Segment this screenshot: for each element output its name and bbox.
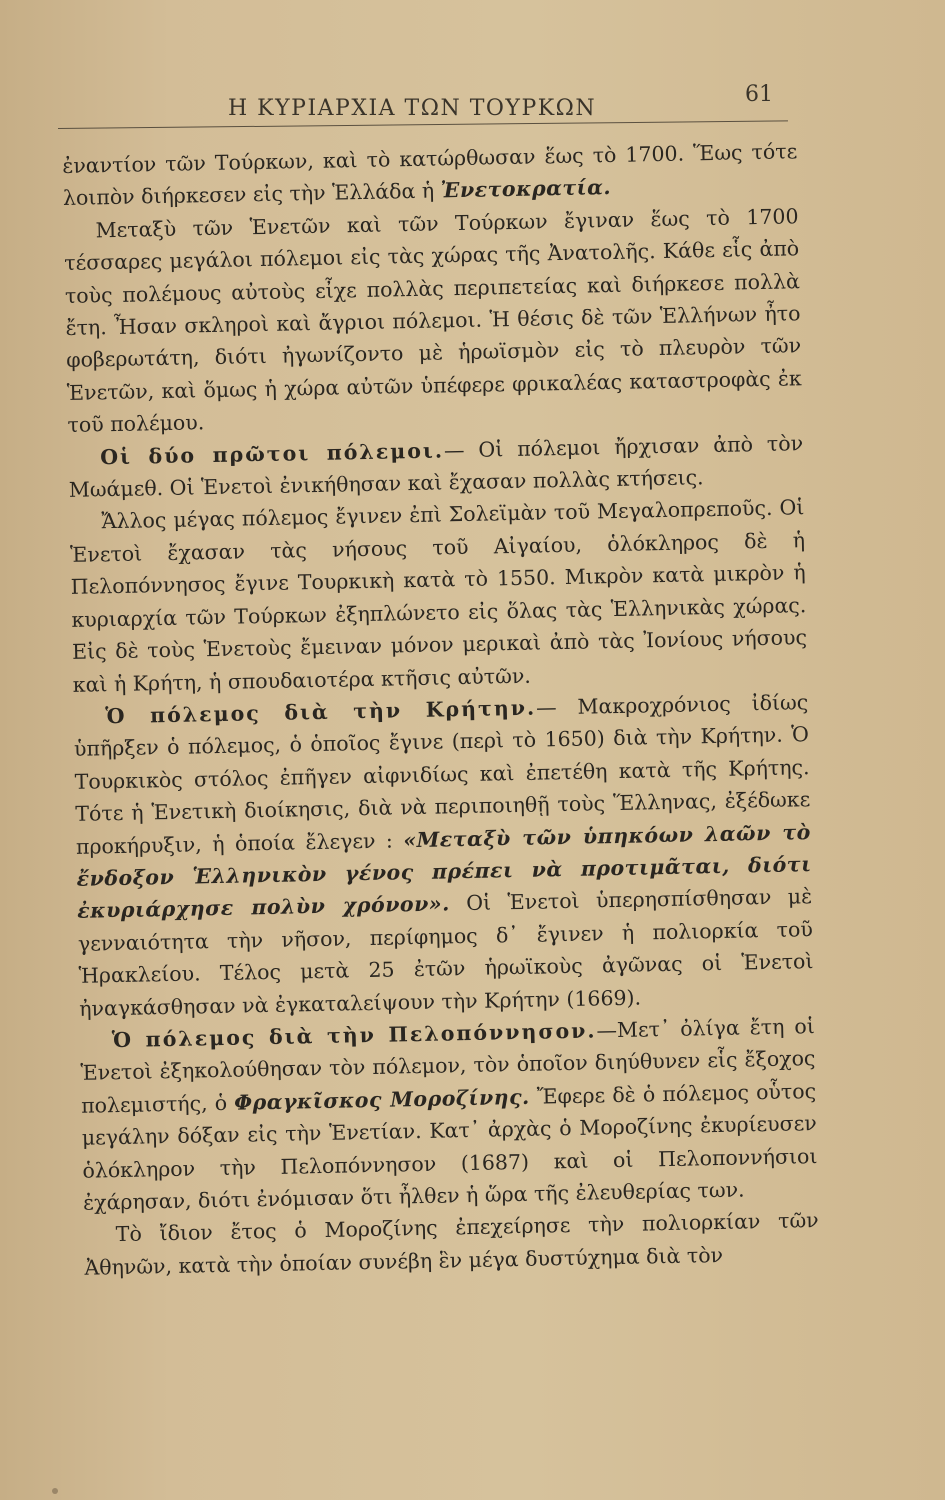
paragraph-2: Μεταξὺ τῶν Ἑνετῶν καὶ τῶν Τούρκων ἔγιναν ἕως τὸ 1700 τέσσαρες μεγάλοι πόλεμοι εἰς τὰς χώρας τῆς Ἀνατολῆς. Κάθε εἷς ἀπὸ τοὺς πολέμους αὐτοὺς εἶχε πολλὰς περιπετείας καὶ διήρκεσε πολλὰ ἔτη. Ἦσαν σκληροὶ καὶ ἄγριοι πόλεμοι. Ἡ θέσις δὲ τῶν Ἑλλήνων ἦτο φοβερωτάτη, διότι ἠγωνίζοντο μὲ ἡρωϊσμὸν εἰς τὸ πλευρὸν τῶν Ἑνετῶν, καὶ ὅμως ἡ χώρα αὐτῶν ὑπέφερε φρικαλέας καταστροφὰς ἐκ τοῦ πολέμου. — [64, 204, 802, 438]
proclamation-quote: «Μεταξὺ τῶν ὑπηκόων λαῶν τὸ ἔνδοξον Ἑλληνικὸν γένος πρέπει νὰ προτιμᾶται, διότι ἐκυριάρχησε πολὺν χρόνον». — [76, 819, 812, 924]
page-header — [0, 82, 945, 122]
p6-text-b: Ἔφερε δὲ ὁ πόλεμος οὗτος μεγάλην δόξαν εἰς τὴν Ἑνετίαν. Κατ᾽ ἀρχὰς ὁ Μοροζίνης ἐκυρίευσεν ὁλόκληρον τὴν Πελοπόννησον (1687) καὶ οἱ Πελοποννήσιοι ἐχάρησαν, διότι ἐνόμισαν ὅτι ἦλθεν ἡ ὥρα τῆς ἐλευθερίας των. — [81, 1078, 818, 1215]
paragraph-4: Ἄλλος μέγας πόλεμος ἔγινεν ἐπὶ Σολεϊμὰν τοῦ Μεγαλοπρεποῦς. Οἱ Ἑνετοὶ ἔχασαν τὰς νήσους τοῦ Αἰγαίου, ὁλόκληρος δὲ ἡ Πελοπόννησος ἔγινε Τουρκικὴ κατὰ τὸ 1550. Μικρὸν κατὰ μικρὸν ἡ κυριαρχία τῶν Τούρκων ἐξηπλώνετο εἰς ὅλας τὰς Ἑλληνικὰς χώρας. Εἰς δὲ τοὺς Ἑνετοὺς ἔμειναν μόνον μερικαὶ ἀπὸ τὰς Ἰονίους νήσους καὶ ἡ Κρήτη, ἡ σπουδαιοτέρα κτῆσις αὐτῶν. — [69, 495, 808, 697]
p3-text: — Οἱ πόλεμοι ἤρχισαν ἀπὸ τὸν Μωάμεθ. Οἱ Ἑνετοὶ ἐνικήθησαν καὶ ἔχασαν πολλὰς κτήσεις. — [68, 430, 804, 502]
emphasis-enetokratia: Ἐνετοκρατία. — [440, 175, 612, 203]
p5-text-a: — Μακροχρόνιος ἰδίως ὑπῆρξεν ὁ πόλεμος, ὁ ὁποῖος ἔγινε (περὶ τὸ 1650) διὰ τὴν Κρήτην. Ὁ Τουρκικὸς στόλος ἐπῆγεν αἰφνιδίως καὶ ἐπετέθη κατὰ τῆς Κρήτης. Τότε ἡ Ἑνετικὴ διοίκησις, διὰ νὰ περιποιηθῇ τοὺς Ἕλληνας, ἐξέδωκε προκήρυξιν, ἡ ὁποία ἔλεγεν : — [73, 690, 811, 859]
p6-text-a: —Μετ᾽ ὀλίγα ἔτη οἱ Ἑνετοὶ ἐξηκολούθησαν τὸν πόλεμον, τὸν ὁποῖον διηύθυνεν εἷς ἔξοχος πολεμιστής, ὁ — [80, 1014, 816, 1118]
paragraph-5 — [73, 686, 814, 1025]
paper-blemish — [52, 1488, 58, 1494]
paragraph-7: Τὸ ἴδιον ἔτος ὁ Μοροζίνης ἐπεχείρησε τὴν πολιορκίαν τῶν Ἀθηνῶν, κατὰ τὴν ὁποίαν συνέβη ἓν μέγα δυστύχημα διὰ τὸν — [84, 1208, 819, 1280]
section-heading-peloponnese: Ὁ πόλεμος διὰ τὴν Πελοπόννησον. — [111, 1018, 597, 1053]
page-number: 61 — [745, 82, 773, 107]
section-heading-crete: Ὁ πόλεμος διὰ τὴν Κρήτην. — [105, 695, 537, 729]
p1-text: ἐναντίον τῶν Τούρκων, καὶ τὸ κατώρθωσαν ἕως τὸ 1700. Ἕως τότε λοιπὸν διήρκεσεν εἰς τὴν Ἑλλάδα ἡ — [62, 139, 798, 211]
body-text — [62, 135, 820, 1284]
running-title: Η ΚΥΡΙΑΡΧΙΑ ΤΩΝ ΤΟΥΡΚΩΝ — [228, 96, 597, 121]
section-heading-first-wars: Οἱ δύο πρῶτοι πόλεμοι. — [99, 438, 445, 469]
paragraph-6 — [80, 1010, 819, 1219]
name-morosini: Φραγκῖσκος Μοροζίνης. — [234, 1084, 530, 1115]
p5-text-b: Οἱ Ἑνετοὶ ὑπερησπίσθησαν μὲ γενναιότητα τὴν νῆσον, περίφημος δ᾽ ἔγινεν ἡ πολιορκία τοῦ Ἡρακλείου. Τέλος μετὰ 25 ἐτῶν ἡρωϊκοὺς ἀγῶνας οἱ Ἑνετοὶ ἠναγκάσθησαν νὰ ἐγκαταλείψουν τὴν Κρήτην (1669). — [77, 884, 814, 1021]
